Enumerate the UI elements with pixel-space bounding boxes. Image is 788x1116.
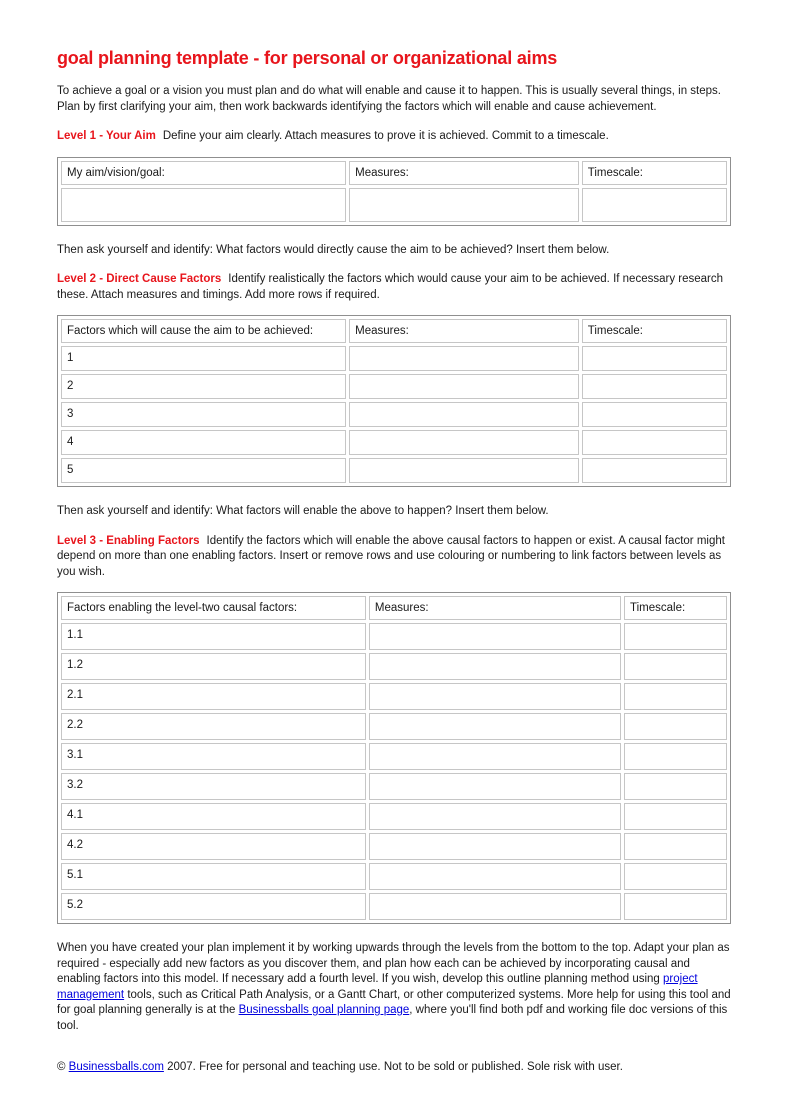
level2-heading: Level 2 - Direct Cause Factors	[57, 273, 222, 285]
factor-cell[interactable]: 4.1	[61, 803, 366, 830]
closing-text-1: When you have created your plan implement it by working upwards through the levels from the bottom to the top. Adapt your plan as required - especially add new factors as you discover them, and plan how each can be achieved by incorporating causal and enabling factors into this model. If necessary add a fourth level. If you wish, develop this outline planning method using	[57, 942, 730, 985]
timescale-cell[interactable]	[582, 458, 727, 483]
level2-heading-line	[57, 272, 731, 303]
level2-prompt: Then ask yourself and identify: What factors would directly cause the aim to be achieved? Insert them below.	[57, 243, 610, 256]
factor-cell[interactable]: 5	[61, 458, 346, 483]
level3-row-5-1	[61, 863, 727, 890]
level3-row-3-1	[61, 743, 727, 770]
factor-cell[interactable]: 4	[61, 430, 346, 455]
businessballs-link[interactable]: Businessballs.com	[68, 1061, 164, 1073]
timescale-cell[interactable]	[582, 402, 727, 427]
level3-row-3-2	[61, 773, 727, 800]
level2-header-measures: Measures:	[349, 319, 579, 343]
level3-row-2-2	[61, 713, 727, 740]
level3-row-1-2	[61, 653, 727, 680]
level1-header-aim: My aim/vision/goal:	[61, 161, 346, 185]
measures-cell[interactable]	[349, 458, 579, 483]
factor-cell[interactable]: 5.2	[61, 893, 366, 920]
level1-table-header-row	[61, 161, 727, 185]
timescale-cell[interactable]	[582, 430, 727, 455]
timescale-cell[interactable]	[624, 893, 727, 920]
level2-table-header-row	[61, 319, 727, 343]
level2-header-timescale: Timescale:	[582, 319, 727, 343]
measures-cell[interactable]	[369, 743, 621, 770]
factor-cell[interactable]: 2.1	[61, 683, 366, 710]
level2-description: Identify realistically the factors which would cause your aim to be achieved. If necessary research these. Attach measures and timings. Add more rows if required.	[57, 273, 724, 301]
level3-row-2-1	[61, 683, 727, 710]
goal-planning-page-link[interactable]: Businessballs goal planning page	[238, 1004, 410, 1016]
factor-cell[interactable]: 1.1	[61, 623, 366, 650]
page-title: goal planning template - for personal or organizational aims	[57, 48, 558, 68]
measures-cell[interactable]	[349, 402, 579, 427]
timescale-cell[interactable]	[624, 653, 727, 680]
measures-cell[interactable]	[369, 833, 621, 860]
level2-row-4	[61, 430, 727, 455]
timescale-cell[interactable]	[582, 374, 727, 399]
timescale-cell[interactable]	[624, 683, 727, 710]
level3-table	[57, 592, 731, 924]
level3-heading-line	[57, 534, 731, 581]
aim-timescale-cell[interactable]	[582, 188, 727, 222]
level3-row-5-2	[61, 893, 727, 920]
level3-description: Identify the factors which will enable the above causal factors to happen or exist. A causal factor might depend on more than one enabling factors. Insert or remove rows and use colouring or numbering to link factors between levels as you wish.	[57, 534, 725, 578]
measures-cell[interactable]	[349, 374, 579, 399]
level3-header-measures: Measures:	[369, 596, 621, 620]
measures-cell[interactable]	[369, 683, 621, 710]
level1-header-timescale: Timescale:	[582, 161, 727, 185]
level3-table-header-row	[61, 596, 727, 620]
timescale-cell[interactable]	[624, 773, 727, 800]
level3-heading: Level 3 - Enabling Factors	[57, 534, 200, 547]
aim-measures-cell[interactable]	[349, 188, 579, 222]
factor-cell[interactable]: 5.1	[61, 863, 366, 890]
measures-cell[interactable]	[369, 803, 621, 830]
level2-header-factors: Factors which will cause the aim to be achieved:	[61, 319, 346, 343]
level3-prompt: Then ask yourself and identify: What factors will enable the above to happen? Insert them below.	[57, 505, 549, 517]
level2-row-3	[61, 402, 727, 427]
level3-row-4-2	[61, 833, 727, 860]
measures-cell[interactable]	[349, 430, 579, 455]
measures-cell[interactable]	[369, 713, 621, 740]
copyright-text: 2007. Free for personal and teaching use. Not to be sold or published. Sole risk with user.	[163, 1061, 623, 1073]
level1-input-row	[61, 188, 727, 222]
level3-header-timescale: Timescale:	[624, 596, 727, 620]
measures-cell[interactable]	[369, 893, 621, 920]
factor-cell[interactable]: 3	[61, 402, 346, 427]
factor-cell[interactable]: 3.1	[61, 743, 366, 770]
copyright-symbol: ©	[57, 1061, 69, 1073]
factor-cell[interactable]: 3.2	[61, 773, 366, 800]
closing-text-2: tools, such as Critical Path Analysis, or a Gantt Chart, or other computerized systems. More help for using this tool and for goal planning generally is at the	[57, 988, 731, 1016]
measures-cell[interactable]	[369, 773, 621, 800]
timescale-cell[interactable]	[624, 863, 727, 890]
measures-cell[interactable]	[349, 346, 579, 371]
level3-row-1-1	[61, 623, 727, 650]
factor-cell[interactable]: 1.2	[61, 653, 366, 680]
aim-input-cell[interactable]	[61, 188, 346, 222]
copyright-line	[57, 1060, 731, 1076]
measures-cell[interactable]	[369, 623, 621, 650]
level2-row-5	[61, 458, 727, 483]
level3-row-4-1	[61, 803, 727, 830]
level3-header-factors: Factors enabling the level-two causal factors:	[61, 596, 366, 620]
factor-cell[interactable]: 2	[61, 374, 346, 399]
level1-description: Define your aim clearly. Attach measures to prove it is achieved. Commit to a timescale.	[162, 130, 609, 142]
level2-row-2	[61, 374, 727, 399]
timescale-cell[interactable]	[582, 346, 727, 371]
factor-cell[interactable]: 4.2	[61, 833, 366, 860]
timescale-cell[interactable]	[624, 623, 727, 650]
level1-header-measures: Measures:	[349, 161, 579, 185]
factor-cell[interactable]: 1	[61, 346, 346, 371]
level2-table	[57, 315, 731, 487]
measures-cell[interactable]	[369, 863, 621, 890]
timescale-cell[interactable]	[624, 803, 727, 830]
measures-cell[interactable]	[369, 653, 621, 680]
closing-text-3: , where you'll find both pdf and working file doc versions of this tool.	[57, 1004, 728, 1032]
closing-paragraph	[57, 941, 731, 1034]
timescale-cell[interactable]	[624, 713, 727, 740]
timescale-cell[interactable]	[624, 833, 727, 860]
level1-heading: Level 1 - Your Aim	[57, 130, 156, 142]
factor-cell[interactable]: 2.2	[61, 713, 366, 740]
timescale-cell[interactable]	[624, 743, 727, 770]
intro-paragraph: To achieve a goal or a vision you must plan and do what will enable and cause it to happen. This is usually several things, in steps. Plan by first clarifying your aim, then work backwards identifying the factors which will enable and cause achievement.	[57, 85, 721, 113]
level2-row-1	[61, 346, 727, 371]
level1-heading-line	[57, 129, 731, 145]
level1-table	[57, 157, 731, 226]
project-management-link[interactable]: project management	[57, 973, 698, 1001]
